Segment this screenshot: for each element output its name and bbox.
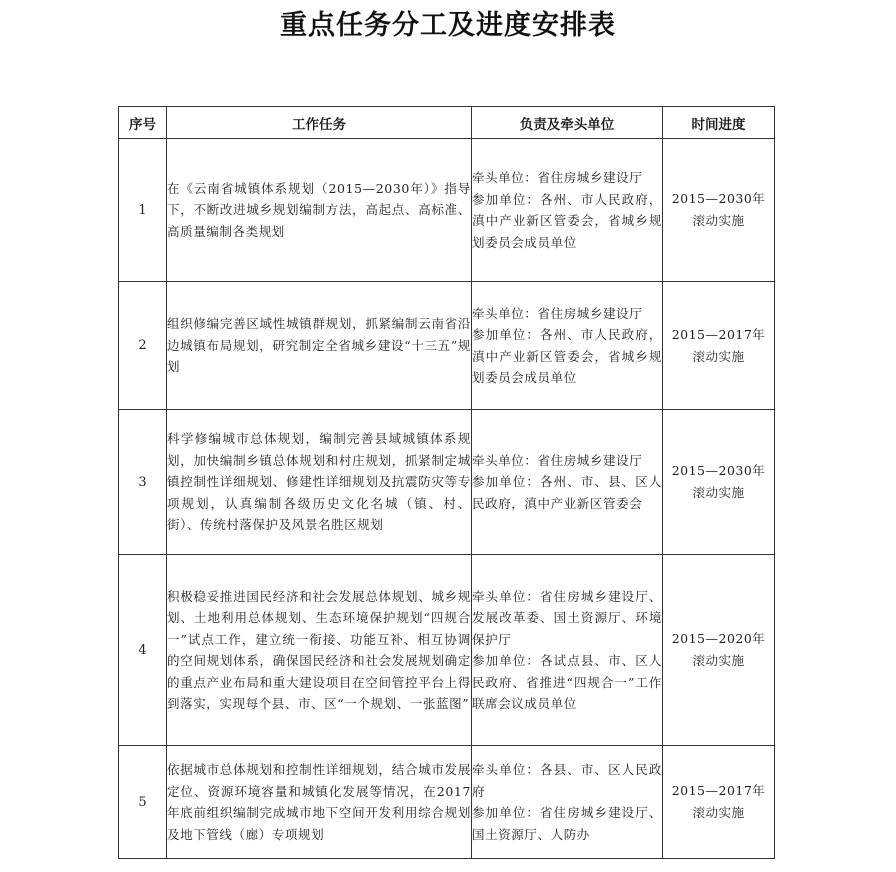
row-seq: 2 (119, 282, 167, 410)
row-unit (472, 139, 663, 282)
lead-unit: 牵头单位：省住房城乡建设厅 (472, 452, 643, 468)
row-task: 科学修编城市总体规划，编制完善县域城镇体系规划，加快编制乡镇总体规划和村庄规划，抓紧制定城镇控制性详细规划、修建性详细规划及抗震防灾等专项规划，认真编制各级历史文化名城（镇、村、街）、传统村落保护及风景名胜区规划 (167, 410, 472, 555)
table-row (119, 410, 775, 555)
row-unit (472, 282, 663, 410)
header-unit: 负责及牵头单位 (472, 107, 663, 139)
time-range: 2015—2017年 (671, 783, 766, 798)
row-seq: 3 (119, 410, 167, 555)
row-task: 在《云南省城镇体系规划（2015—2030年）》指导下，不断改进城乡规划编制方法，高起点、高标准、高质量编制各类规划 (167, 139, 472, 282)
time-range: 2015—2020年 (671, 631, 766, 646)
row-time (663, 555, 775, 746)
header-seq: 序号 (119, 107, 167, 139)
lead-unit: 牵头单位：省住房城乡建设厅 (472, 305, 643, 321)
row-time (663, 410, 775, 555)
time-mode: 滚动实施 (692, 213, 745, 228)
row-time (663, 282, 775, 410)
time-mode: 滚动实施 (692, 805, 745, 820)
row-time (663, 746, 775, 859)
header-time: 时间进度 (663, 107, 775, 139)
time-range: 2015—2017年 (671, 326, 766, 342)
row-seq: 1 (119, 139, 167, 282)
time-mode: 滚动实施 (692, 485, 745, 500)
row-unit (472, 555, 663, 746)
table-row (119, 282, 775, 410)
row-task: 依据城市总体规划和控制性详细规划，结合城市发展定位、资源环境容量和城镇化发展等情况，在2017年底前组织编制完成城市地下空间开发利用综合规划及地下管线（廊）专项规划 (167, 746, 472, 859)
lead-unit: 牵头单位：省住房城乡建设厅、发展改革委、国土资源厅、环境保护厅 (472, 588, 662, 647)
header-row (119, 107, 775, 139)
row-task: 组织修编完善区域性城镇群规划，抓紧编制云南省沿边城镇布局规划，研究制定全省城乡建设“十三五”规划 (167, 282, 472, 410)
table-row (119, 746, 775, 859)
page-title: 重点任务分工及进度安排表 (280, 10, 616, 41)
time-mode: 滚动实施 (692, 348, 745, 364)
task-table (118, 106, 775, 859)
table-row (119, 139, 775, 282)
participant-units: 参加单位：各州、市、县、区人民政府，滇中产业新区管委会 (472, 474, 662, 511)
row-seq: 4 (119, 555, 167, 746)
row-unit (472, 746, 663, 859)
lead-unit: 牵头单位：省住房城乡建设厅 (472, 170, 643, 185)
time-mode: 滚动实施 (692, 653, 745, 668)
row-seq: 5 (119, 746, 167, 859)
table-row (119, 555, 775, 746)
participant-units: 参加单位：各州、市人民政府，滇中产业新区管委会，省城乡规划委员会成员单位 (472, 191, 662, 250)
participant-units: 参加单位：省住房城乡建设厅、国土资源厅、人防办 (472, 805, 662, 842)
row-task: 积极稳妥推进国民经济和社会发展总体规划、城乡规划、土地利用总体规划、生态环境保护规划“四规合一”试点工作，建立统一衔接、功能互补、相互协调的空间规划体系，确保国民经济和社会发展规划确定的重点产业布局和重大建设项目在空间管控平台上得到落实，实现每个县、市、区“一个规划、一张蓝图” (167, 555, 472, 746)
participant-units: 参加单位：各州、市人民政府，滇中产业新区管委会，省城乡规划委员会成员单位 (472, 327, 662, 385)
row-unit (472, 410, 663, 555)
row-time (663, 139, 775, 282)
time-range: 2015—2030年 (671, 191, 766, 206)
lead-unit: 牵头单位：各县、市、区人民政府 (472, 762, 662, 799)
header-task: 工作任务 (167, 107, 472, 139)
time-range: 2015—2030年 (671, 463, 766, 478)
participant-units: 参加单位：各试点县、市、区人民政府、省推进“四规合一”工作联席会议成员单位 (472, 653, 662, 711)
